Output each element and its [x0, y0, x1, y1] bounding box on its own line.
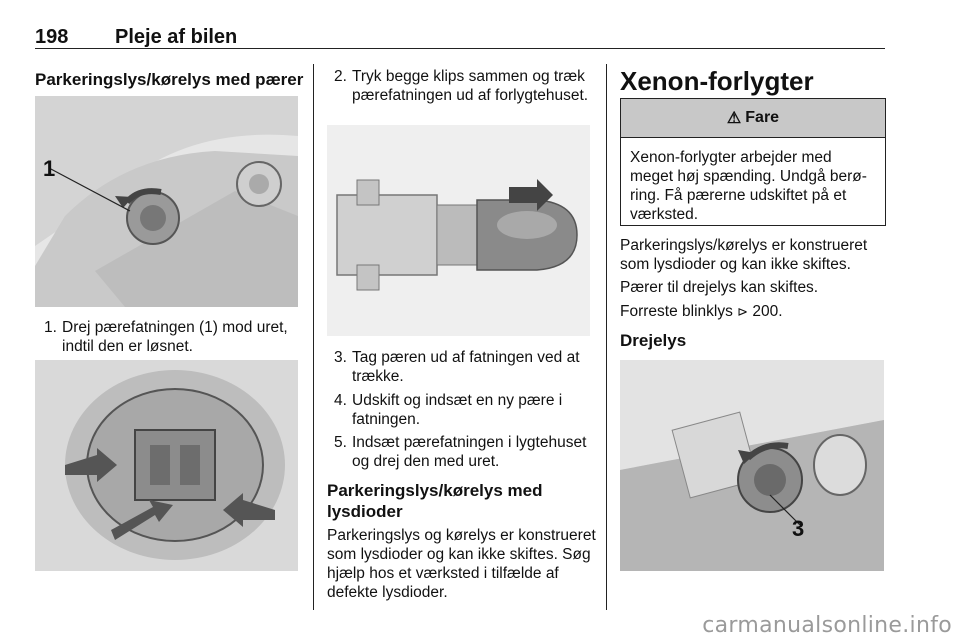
step-1 — [44, 318, 304, 356]
column-divider-2 — [606, 64, 607, 610]
warning-title: Fare — [745, 109, 780, 126]
step-text: Tag pæren ud af fatningen ved at trække. — [352, 349, 580, 385]
step-3 — [334, 348, 596, 386]
page-number: 198 — [35, 26, 69, 48]
cornering-lamp-paragraph: Pærer til drejelys kan skiftes. — [620, 279, 819, 296]
step-4 — [334, 391, 596, 429]
step-text: Indsæt pærefatningen i lygtehuset og drej den med uret. — [352, 434, 587, 470]
step-number: 4. — [334, 392, 347, 409]
figure-bulb-holder-location — [35, 96, 298, 307]
warning-triangle-icon: ⚠ — [726, 110, 742, 127]
reference-text: Forreste blinklys — [620, 303, 738, 320]
page-ref-arrow-icon: ⊳ — [737, 305, 749, 320]
led-description: Parkeringslys og kørelys er konstrueret som lysdioder og kan ikke skiftes. Søg hjælp hos et værksted i tilfælde af defekte lysdioder. — [327, 527, 596, 601]
chapter-title: Pleje af bilen — [115, 26, 238, 48]
step-text: Tryk begge klips sammen og træk pærefatningen ud af forlygtehuset. — [352, 68, 589, 104]
step-5 — [334, 433, 596, 471]
warning-text: Xenon-forlygter arbejder med meget høj spænding. Undgå berøring. Få pærerne udskiftet på et værksted. — [630, 149, 867, 223]
page-header — [35, 22, 885, 49]
column-divider-1 — [313, 64, 314, 610]
section-heading-xenon: Xenon-forlygter — [620, 66, 814, 96]
step-2 — [334, 67, 596, 105]
figure-bulb-holder-removal — [35, 360, 298, 571]
danger-warning-box — [620, 98, 886, 226]
section-heading-cornering-lamp: Drejelys — [620, 331, 687, 350]
watermark: carmanualsonline.info — [702, 613, 952, 638]
warning-header — [621, 99, 885, 138]
step-number: 3. — [334, 349, 347, 366]
led-note-paragraph: Parkeringslys/kørelys er konstrueret som lysdioder og kan ikke skiftes. — [620, 237, 868, 273]
section-heading-led-lights: Parkeringslys/kørelys med lysdioder — [327, 481, 543, 521]
indicator-reference-paragraph — [620, 302, 892, 322]
figure-callout-1: 1 — [43, 156, 56, 181]
step-number: 1. — [44, 319, 57, 336]
step-text: Drej pærefatningen (1) mod uret, indtil den er løsnet. — [62, 319, 288, 355]
page-reference-link[interactable]: 200. — [748, 303, 783, 320]
step-number: 5. — [334, 434, 347, 451]
figure-bulb-pull-out — [327, 125, 590, 336]
step-text: Udskift og indsæt en ny pære i fatningen. — [352, 392, 563, 428]
step-number: 2. — [334, 68, 347, 85]
figure-callout-3: 3 — [792, 516, 805, 541]
figure-cornering-lamp — [620, 360, 884, 571]
section-heading-bulb-lights: Parkeringslys/kørelys med pærer — [35, 70, 304, 89]
